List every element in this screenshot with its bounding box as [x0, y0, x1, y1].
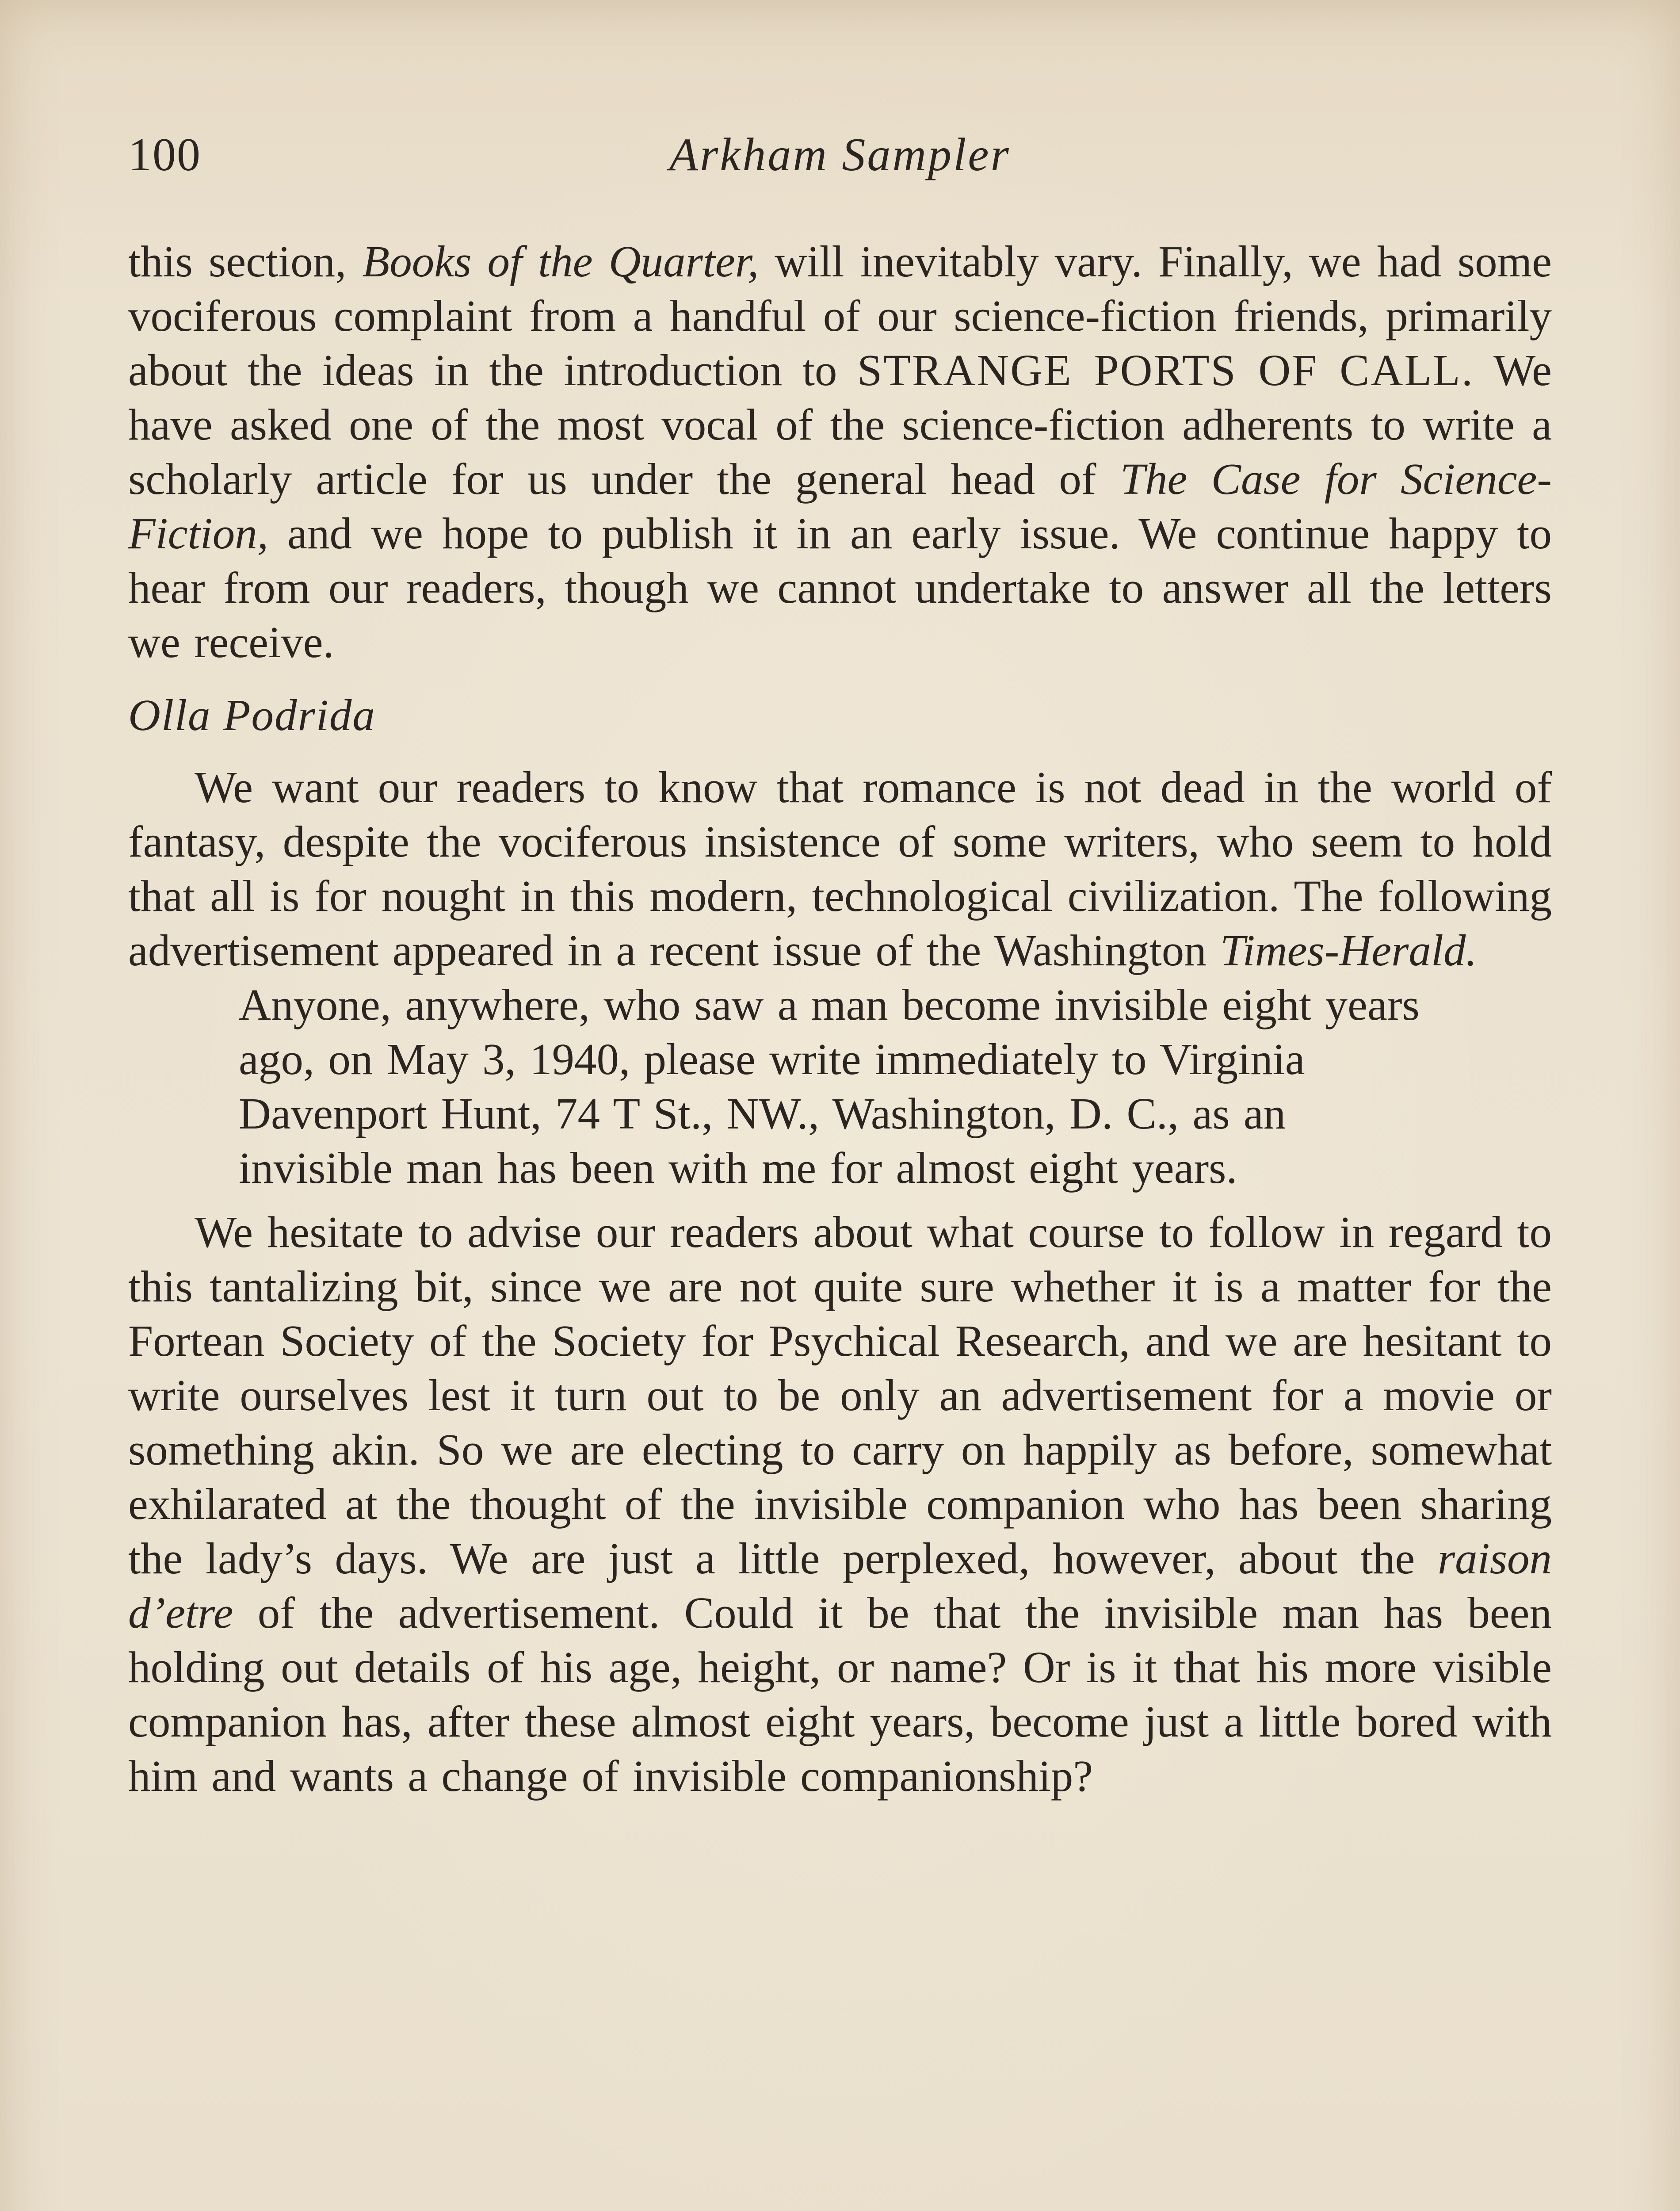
paragraph3-text-2: of the advertisement. Could it be that the invisible man has been holding out details of his age, height, or name? Or is it that his more visible companion has, after these almost eight years, become just a little bored with him and wants a change of invisible companionship? — [128, 1588, 1552, 1801]
paragraph1-text-3: We have asked one of the most vocal of the science-fiction adherents to write a scholarly article for us under the general head of — [128, 345, 1552, 504]
paragraph1-italic-title-2: The Case for Science-Fiction, — [128, 454, 1552, 558]
page-header — [128, 115, 1552, 195]
paragraph1-text-4: and we hope to publish it in an early issue. We continue happy to hear from our readers, though we cannot undertake to answer all the letters we receive. — [128, 509, 1552, 667]
paragraph1-caps-title: STRANGE PORTS OF CALL. — [857, 345, 1474, 395]
paragraph2-text-1: We want our readers to know that romance is not dead in the world of fantasy, despite the vociferous insistence of some writers, who seem to hold that all is for nought in this modern, technological civilization. The following advertisement appeared in a recent issue of the Washington — [128, 762, 1552, 975]
advertisement-quote — [239, 978, 1441, 1195]
paragraph1-text-1: this section, — [128, 237, 347, 286]
paragraph3-italic-phrase: raison d’etre — [128, 1534, 1552, 1637]
paragraph-hesitate — [128, 1205, 1552, 1803]
paragraph1-italic-title-1: Books of the Quarter, — [362, 237, 759, 286]
paragraph2-italic-newspaper: Times-Herald. — [1220, 926, 1477, 975]
paragraph1-text-2: will inevitably vary. Finally, we had some vociferous complaint from a handful of our science-fiction friends, primarily about the ideas in the introduction to — [128, 237, 1552, 395]
running-title: Arkham Sampler — [669, 129, 1011, 180]
paragraph-continuation — [128, 234, 1552, 669]
section-heading: Olla Podrida — [128, 690, 376, 740]
paragraph3-text-1: We hesitate to advise our readers about what course to follow in regard to this tantalizing bit, since we are not quite sure whether it is a matter for the Fortean Society of the Society for Psychical Research, and we are hesitant to write ourselves lest it turn out to be only an advertisement for a movie or something akin. So we are electing to carry on happily as before, somewhat exhilarated at the thought of the invisible companion who has been sharing the lady’s days. We are just a little perplexed, however, about the — [128, 1207, 1552, 1583]
quote-text: Anyone, anywhere, who saw a man become invisible eight years ago, on May 3, 1940, please write immediately to Virginia Davenport Hunt, 74 T St., NW., Washington, D. C., as an invisible man has been with me for almost eight years. — [239, 980, 1420, 1193]
page-number: 100 — [128, 129, 201, 180]
paragraph-romance — [128, 760, 1552, 978]
body-text — [128, 234, 1552, 1803]
